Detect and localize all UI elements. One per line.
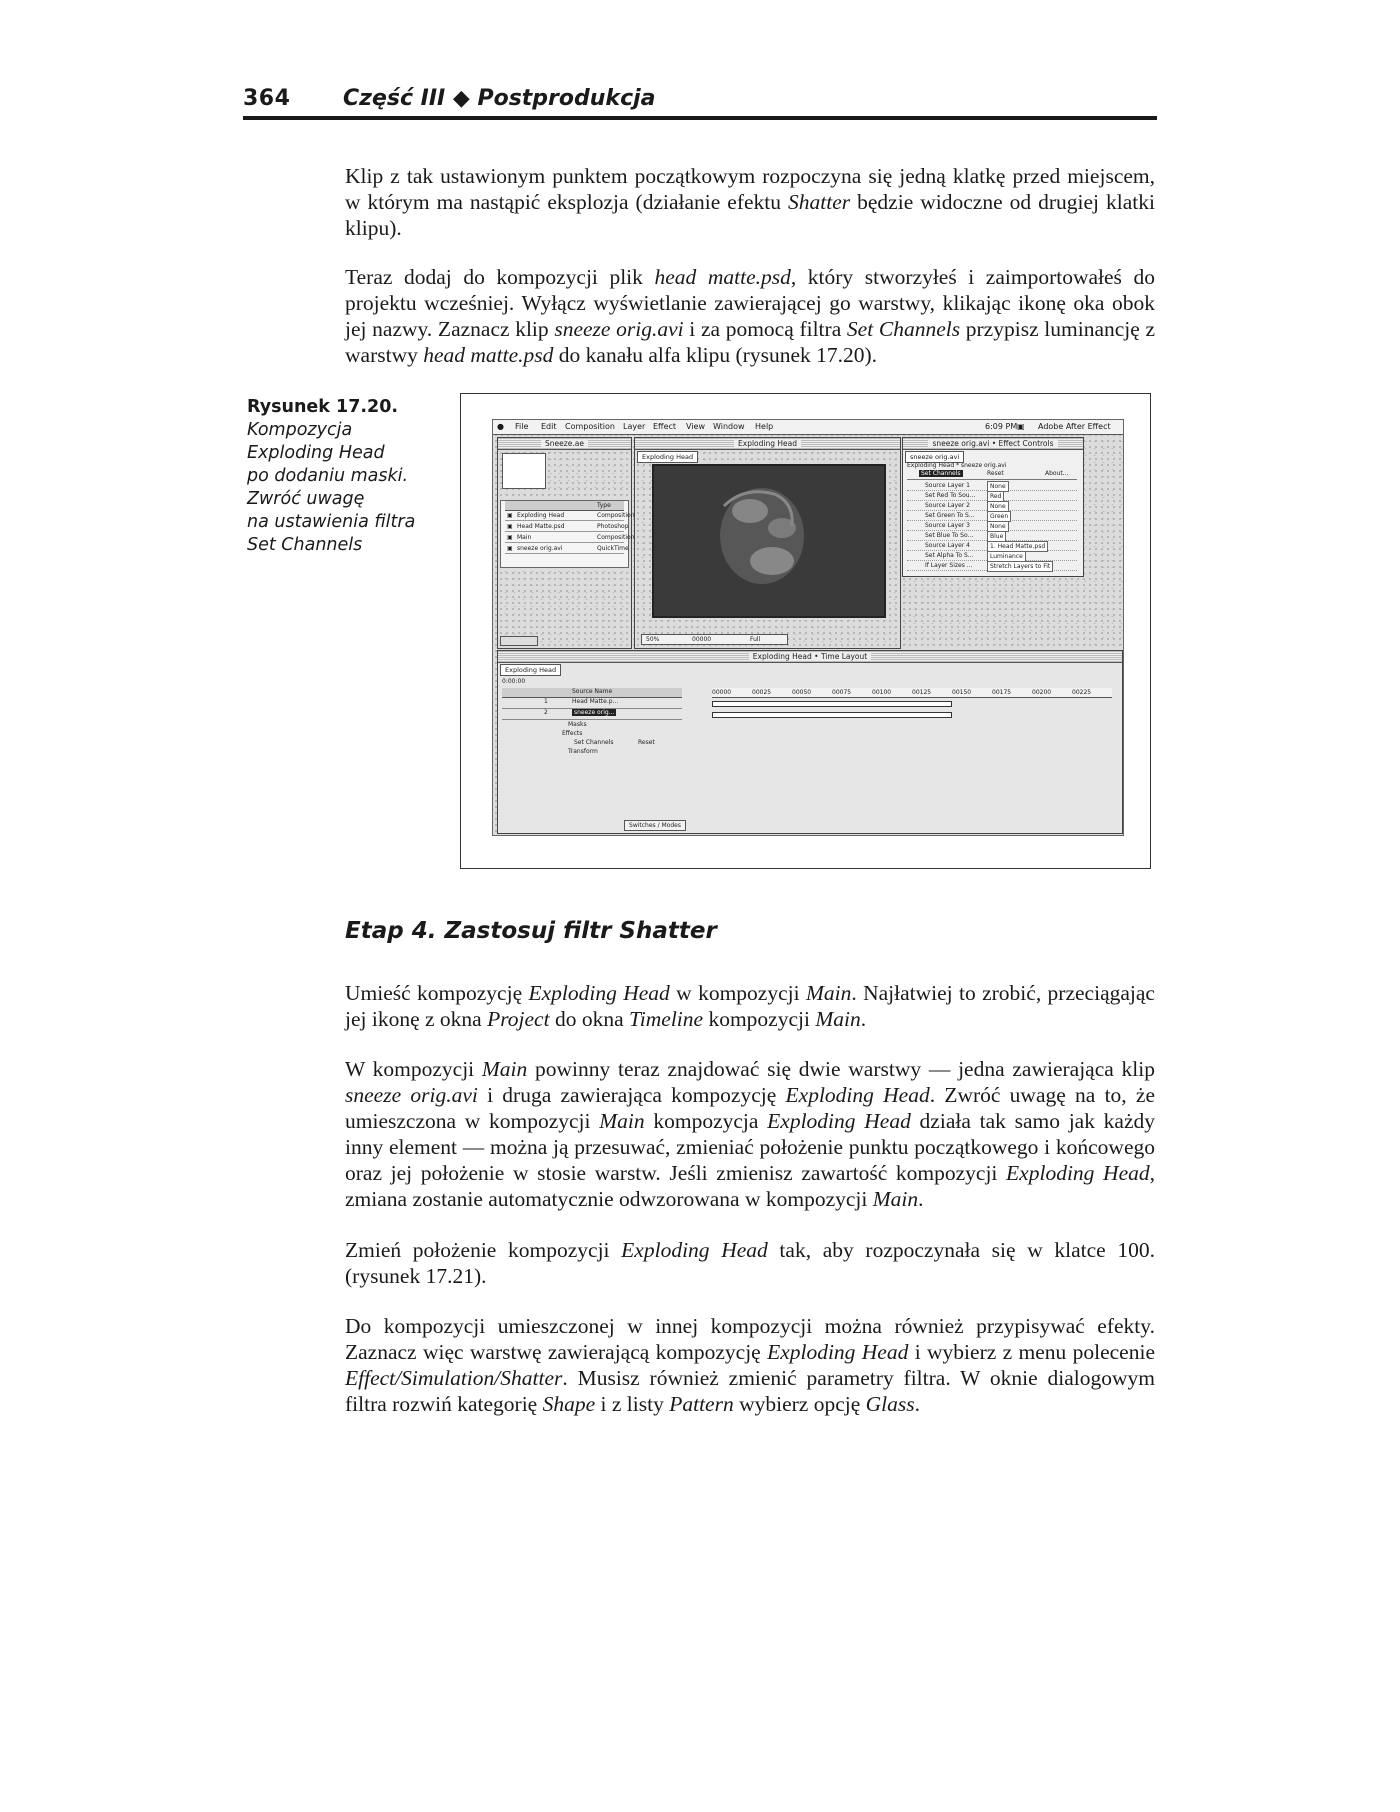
page-header [243, 84, 1157, 120]
paragraph [345, 163, 1155, 241]
menu-edit: Edit [541, 422, 557, 431]
section-heading: Etap 4. Zastosuj filtr Shatter [345, 918, 717, 944]
effect-parameter-label: Source Layer 4 [925, 542, 970, 549]
project-window [497, 437, 635, 649]
timeline-reset[interactable]: Reset [638, 739, 655, 746]
text-segment: Exploding Head [767, 1340, 909, 1364]
app-switcher-icon: ▣ [1017, 422, 1025, 431]
composition-viewer [652, 464, 886, 618]
effect-header-row: Set Channels Reset About... [907, 470, 1077, 480]
timeline-ruler [712, 688, 1112, 698]
text-segment: powinny teraz znajdować się dwie warstwy — jedna zawierająca klip [527, 1057, 1155, 1081]
text-segment: . [918, 1187, 924, 1211]
after-effects-screenshot [492, 419, 1124, 836]
project-item[interactable]: ▣ sneeze orig.avi QuickTime [507, 545, 629, 552]
caption-line: po dodaniu maski. [247, 466, 409, 486]
menu-layer: Layer [623, 422, 646, 431]
text-segment: head matte.psd [423, 343, 554, 367]
text-segment: . Najłatwiej to zrobić, przeciągając jej ikonę z okna [345, 981, 1155, 1031]
menu-bar [493, 420, 1123, 435]
figure-caption [247, 396, 447, 557]
effect-parameter-value[interactable]: None [987, 481, 1009, 492]
effect-parameter-row[interactable] [907, 541, 1077, 551]
project-thumbnail [502, 453, 546, 489]
effect-parameter-label: Set Alpha To S... [925, 552, 974, 559]
effect-controls-title: sneeze orig.avi • Effect Controls [903, 438, 1083, 450]
paragraph [345, 1237, 1155, 1289]
effect-parameter-row[interactable] [907, 481, 1077, 491]
composition-tab[interactable]: Exploding Head [637, 451, 698, 463]
timeline-tick-label: 00075 [832, 689, 852, 696]
menu-composition: Composition [565, 422, 615, 431]
text-segment: Main [599, 1109, 645, 1133]
clock: 6:09 PM [985, 422, 1018, 431]
project-buttons[interactable] [500, 636, 538, 646]
composition-window-title: Exploding Head [635, 438, 900, 450]
timeline-sublayer: Effects [562, 730, 583, 737]
paragraph [345, 1056, 1155, 1212]
effect-parameter-row[interactable] [907, 501, 1077, 511]
effect-controls-tab[interactable]: sneeze orig.avi [905, 451, 964, 463]
effect-controls-window [902, 437, 1084, 577]
effect-parameter-label: Set Red To Sou... [925, 492, 976, 499]
text-segment: Glass [865, 1392, 915, 1416]
effect-parameter-value[interactable]: 1. Head Matte.psd [987, 541, 1048, 552]
composition-controls: 50% 00000 Full [641, 634, 788, 645]
effect-parameter-value[interactable]: Luminance [987, 551, 1026, 562]
text-segment: Pattern [669, 1392, 734, 1416]
text-segment: Umieść kompozycję [345, 981, 529, 1005]
caption-line: na ustawienia filtra [247, 512, 416, 532]
timeline-column-header: Source Name [502, 688, 682, 698]
text-segment: Set Channels [846, 317, 961, 341]
timeline-tick-label: 00000 [712, 689, 732, 696]
page-number: 364 [243, 86, 291, 111]
timeline-tick-label: 00025 [752, 689, 772, 696]
paragraph [345, 1313, 1155, 1417]
project-item[interactable]: ▣ Exploding Head Composition [507, 512, 635, 519]
effect-parameter-row[interactable] [907, 491, 1077, 501]
text-segment: Project [487, 1007, 550, 1031]
timeline-layer-row[interactable]: 2 sneeze orig... [502, 709, 682, 720]
text-segment: . Zwróć uwagę na to, że umieszczona w kompozycji [345, 1083, 1156, 1133]
menu-file: File [515, 422, 529, 431]
col-type: Type [597, 502, 611, 509]
timeline-tick-label: 00175 [992, 689, 1012, 696]
text-segment: W kompozycji [345, 1057, 482, 1081]
timeline-sublayer: Masks [568, 721, 587, 728]
text-segment: wybierz opcję [733, 1392, 866, 1416]
timeline-tab[interactable]: Exploding Head [500, 664, 561, 676]
text-segment: Shatter [788, 190, 851, 214]
text-segment: , który stworzyłeś i zaimportowałeś do projektu wcześniej. Wyłącz wyświetlanie zawierającej go warstwy, klikając ikonę oka obok jej nazwy. Zaznacz klip [345, 265, 1155, 341]
running-head: Część III ◆ Postprodukcja [343, 86, 656, 111]
text-segment: Shape [542, 1392, 596, 1416]
effect-parameter-value[interactable]: None [987, 501, 1009, 512]
text-segment: Exploding Head [621, 1238, 768, 1262]
timeline-window [497, 650, 1123, 834]
text-segment: Exploding Head [767, 1109, 911, 1133]
text-segment: będzie widoczne od drugiej klatki klipu). [345, 190, 1155, 240]
text-segment: . [914, 1392, 921, 1416]
effect-parameter-label: If Layer Sizes ... [925, 562, 973, 569]
effect-parameter-value[interactable]: None [987, 521, 1009, 532]
effect-parameter-label: Source Layer 1 [925, 482, 970, 489]
effect-parameter-label: Source Layer 2 [925, 502, 970, 509]
project-item[interactable]: ▣ Main Composition [507, 534, 635, 541]
text-segment: Main [481, 1057, 528, 1081]
timeline-tick-label: 00225 [1072, 689, 1092, 696]
effect-parameter-row[interactable] [907, 521, 1077, 531]
effect-parameter-label: Set Blue To So... [925, 532, 974, 539]
text-segment: i wybierz z menu polecenie [908, 1340, 1155, 1364]
masked-head-image [654, 466, 884, 616]
timeline-tick-label: 00200 [1032, 689, 1052, 696]
app-name: Adobe After Effect [1038, 422, 1111, 431]
effect-parameter-row[interactable] [907, 561, 1077, 571]
timeline-sublayer: Set Channels [574, 739, 614, 746]
text-segment: Do kompozycji umieszczonej w innej kompozycji można również przypisywać efekty. Zaznacz więc warstwę zawierającą kompozycję [345, 1314, 1155, 1364]
effect-parameter-value[interactable]: Blue [987, 531, 1006, 542]
text-segment: Exploding Head [1006, 1161, 1150, 1185]
timeline-layer-row[interactable]: 1 Head Matte.p... [502, 698, 682, 709]
text-segment: Zmień położenie kompozycji [345, 1238, 622, 1262]
effect-parameter-row[interactable] [907, 551, 1077, 561]
layer-duration-bar[interactable] [712, 701, 952, 707]
figure-screenshot [460, 393, 1151, 869]
text-segment: head matte.psd [654, 265, 791, 289]
effect-parameter-label: Source Layer 3 [925, 522, 970, 529]
text-segment: Exploding Head [528, 981, 670, 1005]
text-segment: i druga zawierająca kompozycję [477, 1083, 786, 1107]
text-segment: i z listy [595, 1392, 670, 1416]
text-segment: do okna [549, 1007, 629, 1031]
menu-help: Help [755, 422, 774, 431]
timeline-tick-label: 00100 [872, 689, 892, 696]
caption-line: Set Channels [247, 535, 363, 555]
text-segment: w kompozycji [669, 981, 806, 1005]
effect-parameter-row[interactable] [907, 511, 1077, 521]
figure-label: Rysunek 17.20. [247, 397, 399, 417]
text-segment: . [860, 1007, 867, 1031]
project-item[interactable]: ▣ Head Matte.psd Photoshop [507, 523, 629, 530]
composition-window [634, 437, 901, 649]
layer-duration-bar[interactable] [712, 712, 952, 718]
text-segment: do kanału alfa klipu (rysunek 17.20). [553, 343, 878, 367]
text-segment: sneeze orig.avi [554, 317, 684, 341]
text-segment: działa tak samo jak każdy inny element — można ją przesuwać, zmieniać położenie punktu początkowego i końcowego oraz jej położenie w stosie warstw. Jeśli zmienisz zawartość kompozycji [345, 1109, 1156, 1185]
effect-parameter-value[interactable]: Green [987, 511, 1011, 522]
effect-subtitle: Exploding Head * sneeze orig.avi [907, 462, 1007, 469]
text-segment: Main [872, 1187, 919, 1211]
apple-icon: ● [497, 422, 504, 431]
timeline-tick-label: 00050 [792, 689, 812, 696]
effect-parameter-value[interactable]: Red [987, 491, 1004, 502]
menu-window: Window [713, 422, 745, 431]
paragraph [345, 980, 1155, 1032]
caption-line: Zwróć uwagę [247, 489, 365, 509]
text-segment: . Musisz również zmienić parametry filtra. W oknie dialogowym filtra rozwiń kategorię [345, 1366, 1155, 1416]
text-segment: Main [805, 981, 852, 1005]
effect-parameter-value[interactable]: Stretch Layers to Fit [987, 561, 1053, 572]
text-segment: Klip z tak ustawionym punktem początkowym rozpoczyna się jedną klatkę przed miejscem, w którym ma nastąpić eksplozja (działanie efektu [345, 164, 1155, 214]
paragraph [345, 264, 1155, 368]
text-segment: Main [815, 1007, 861, 1031]
effect-parameter-row[interactable] [907, 531, 1077, 541]
timeline-tick-label: 00125 [912, 689, 932, 696]
menu-view: View [686, 422, 705, 431]
timeline-current-time: 0:00:00 [502, 678, 526, 685]
effect-parameter-label: Set Green To S... [925, 512, 975, 519]
text-segment: Exploding Head [785, 1083, 930, 1107]
timeline-tick-label: 00150 [952, 689, 972, 696]
text-segment: kompozycja [644, 1109, 768, 1133]
text-segment: i za pomocą filtra [683, 317, 847, 341]
timeline-sublayer: Transform [568, 748, 598, 755]
text-segment: Timeline [629, 1007, 704, 1031]
text-segment: sneeze orig.avi [345, 1083, 478, 1107]
text-segment: , zmiana zostanie automatycznie odwzorowana w kompozycji [345, 1161, 1155, 1211]
text-segment: przypisz luminancję z warstwy [345, 317, 1156, 367]
caption-line: Kompozycja [247, 420, 353, 440]
text-segment: tak, aby rozpoczynała się w klatce 100. (rysunek 17.21). [345, 1238, 1156, 1288]
timeline-window-title: Exploding Head • Time Layout [498, 651, 1122, 663]
switches-modes-button[interactable]: Switches / Modes [624, 820, 686, 831]
caption-line: Exploding Head [247, 443, 385, 463]
text-segment: Teraz dodaj do kompozycji plik [345, 265, 655, 289]
text-segment: kompozycji [703, 1007, 816, 1031]
project-list [500, 500, 635, 568]
menu-effect: Effect [653, 422, 677, 431]
project-window-title: Sneeze.ae [498, 438, 631, 450]
text-segment: Effect/Simulation/Shatter [345, 1366, 563, 1390]
